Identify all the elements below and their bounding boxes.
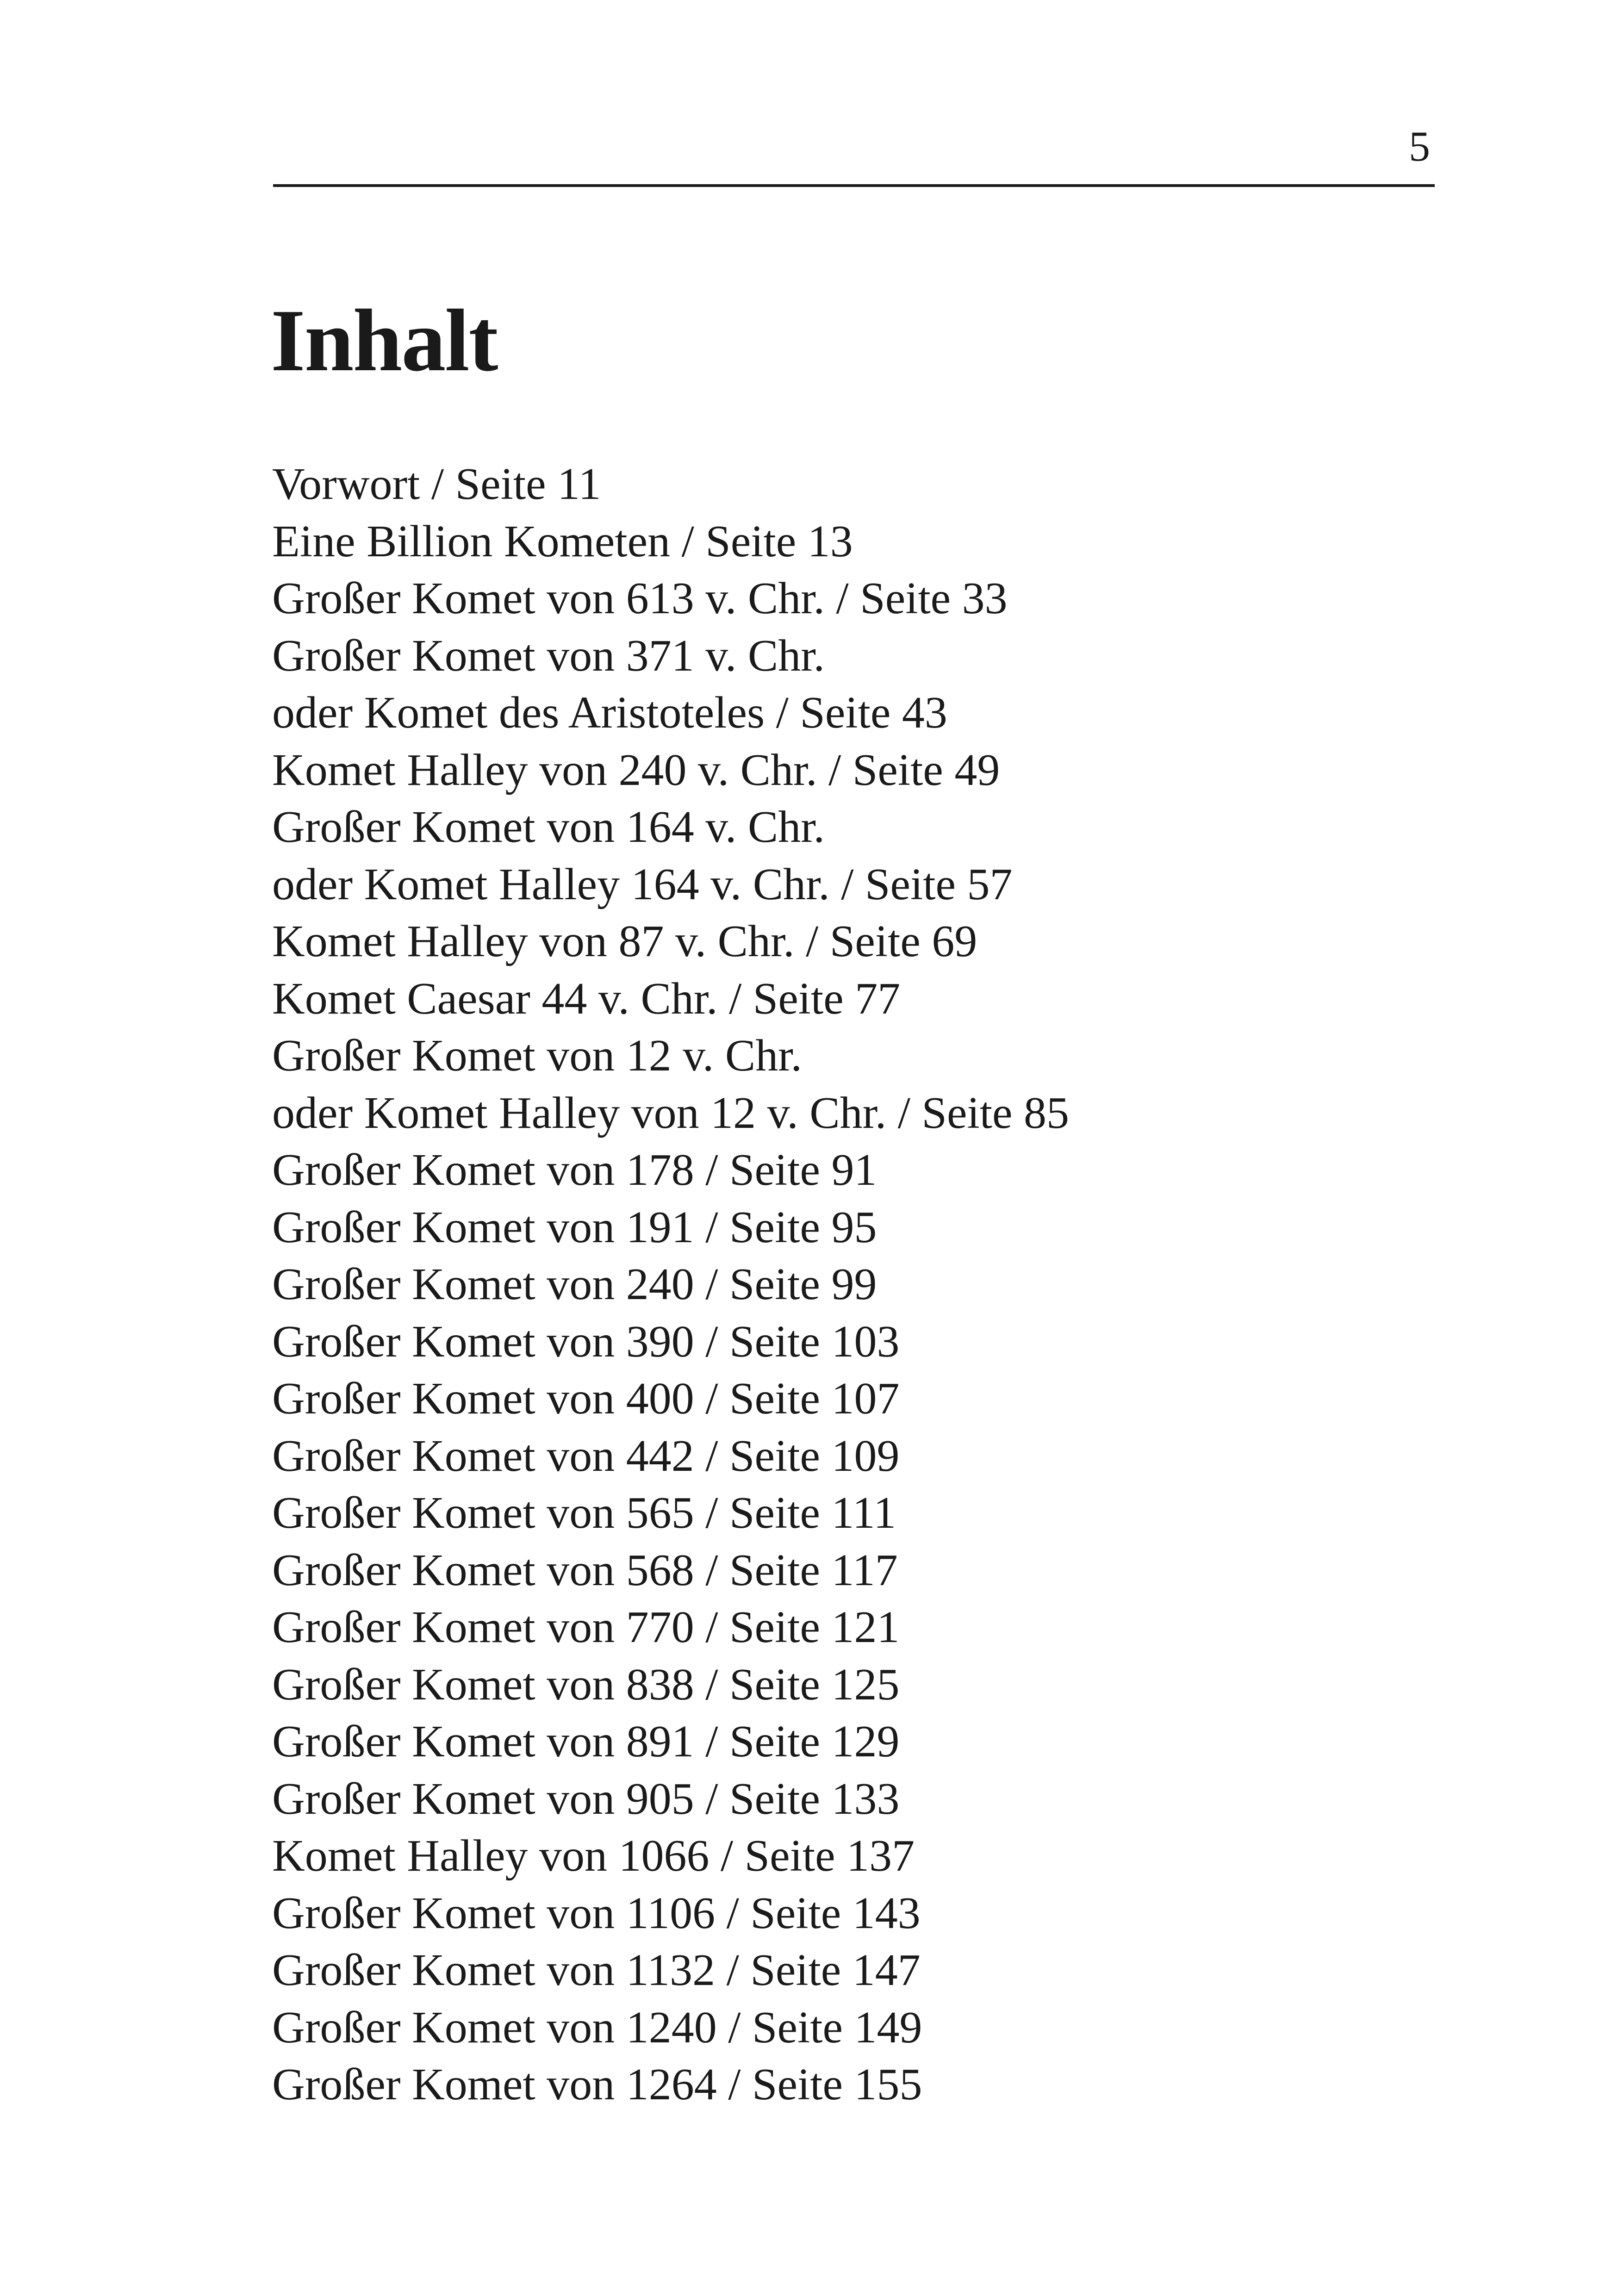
toc-entry: Vorwort / Seite 11 xyxy=(272,459,601,509)
toc-entry: Großer Komet von 613 v. Chr. / Seite 33 xyxy=(272,573,1008,623)
toc-entry: Großer Komet von 1240 / Seite 149 xyxy=(272,2002,922,2053)
toc-entry: oder Komet Halley von 12 v. Chr. / Seite 85 xyxy=(272,1088,1069,1138)
toc-entry: oder Komet Halley 164 v. Chr. / Seite 57 xyxy=(272,859,1013,909)
toc-entry: Großer Komet von 371 v. Chr. xyxy=(272,630,825,681)
page-title: Inhalt xyxy=(271,291,498,390)
toc-entry: Großer Komet von 12 v. Chr. xyxy=(272,1031,802,1081)
header-rule xyxy=(273,184,1435,187)
toc-entry: Komet Halley von 87 v. Chr. / Seite 69 xyxy=(272,916,977,966)
toc-entry: Eine Billion Kometen / Seite 13 xyxy=(272,516,853,566)
toc-entry: Großer Komet von 1106 / Seite 143 xyxy=(272,1888,921,1938)
toc-entry: Großer Komet von 565 / Seite 111 xyxy=(272,1488,896,1538)
toc-entry: Großer Komet von 1264 / Seite 155 xyxy=(272,2060,922,2109)
toc-entry: Großer Komet von 390 / Seite 103 xyxy=(272,1316,900,1367)
toc-entry: Großer Komet von 240 / Seite 99 xyxy=(272,1259,877,1309)
toc-entry: Großer Komet von 178 / Seite 91 xyxy=(272,1145,877,1195)
toc-entry: Großer Komet von 891 / Seite 129 xyxy=(272,1717,900,1767)
toc-entry: Großer Komet von 400 / Seite 107 xyxy=(272,1374,900,1424)
toc-entry: Großer Komet von 1132 / Seite 147 xyxy=(272,1945,921,1995)
toc-entry: Großer Komet von 442 / Seite 109 xyxy=(272,1431,900,1481)
toc-entry: Großer Komet von 191 / Seite 95 xyxy=(272,1202,877,1252)
toc-entry: oder Komet des Aristoteles / Seite 43 xyxy=(272,688,947,738)
page-number: 5 xyxy=(1409,123,1430,170)
toc-entry: Komet Halley von 1066 / Seite 137 xyxy=(272,1831,915,1881)
toc-entry: Großer Komet von 164 v. Chr. xyxy=(272,802,825,852)
toc-entry: Komet Caesar 44 v. Chr. / Seite 77 xyxy=(272,973,901,1024)
toc-entry: Großer Komet von 568 / Seite 117 xyxy=(272,1545,898,1595)
table-of-contents xyxy=(272,456,1069,2114)
toc-entry: Komet Halley von 240 v. Chr. / Seite 49 xyxy=(272,745,1000,795)
toc-entry: Großer Komet von 770 / Seite 121 xyxy=(272,1602,900,1652)
toc-entry: Großer Komet von 905 / Seite 133 xyxy=(272,1773,900,1824)
toc-entry: Großer Komet von 838 / Seite 125 xyxy=(272,1659,900,1710)
